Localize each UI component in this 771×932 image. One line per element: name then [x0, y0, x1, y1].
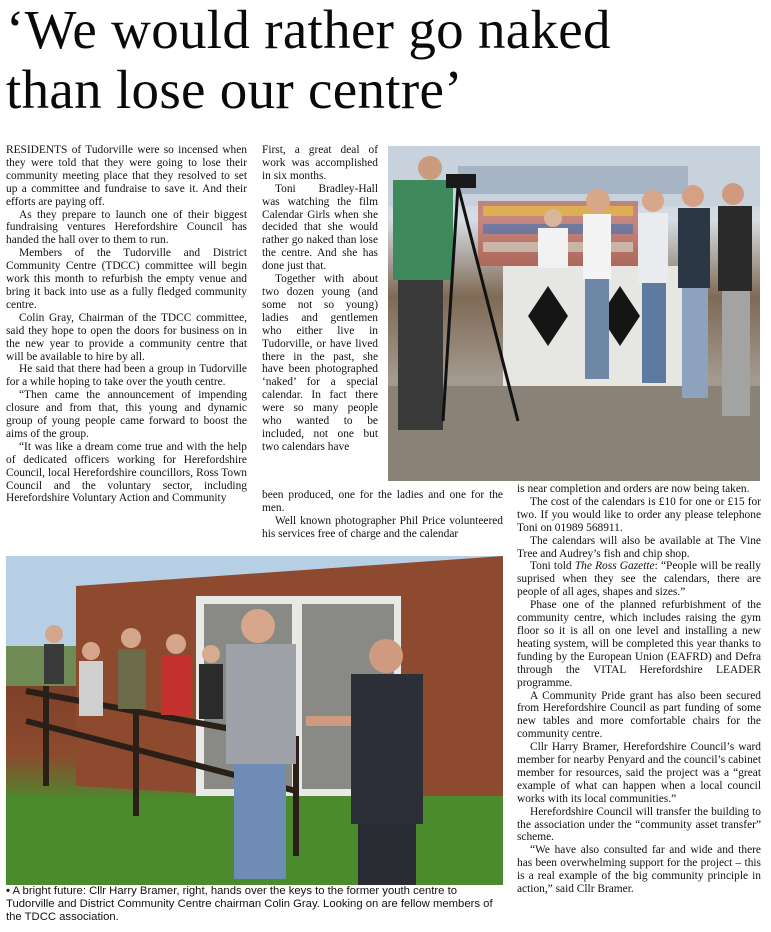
photo-key-handover-illustration: [6, 556, 503, 885]
caption-text: A bright future: Cllr Harry Bramer, right, hands over the keys to the former youth centre to Tudorville and District Community Centre chairman Colin Gray. Looking on are fellow members of the TDCC association.: [6, 885, 493, 924]
article-column-1: [6, 144, 247, 505]
article-column-2-continued: [262, 489, 503, 541]
photo-chip-shop-shoot: [388, 146, 760, 481]
paragraph: First, a great deal of work was accomplished in six months.: [262, 144, 378, 182]
paragraph: is near completion and orders are now being taken.: [517, 483, 750, 495]
text-run: Toni told: [530, 560, 575, 573]
photo-key-handover: [6, 556, 503, 885]
caption-bullet: •: [6, 885, 10, 897]
paragraph: [517, 560, 761, 599]
headline-line-1: ‘We would rather go naked: [6, 0, 611, 60]
article-column-2: [262, 144, 378, 454]
photo-chip-shop-illustration: [388, 146, 760, 481]
headline: [6, 0, 766, 120]
headline-line-2: than lose our centre’: [6, 59, 463, 120]
paragraph: RESIDENTS of Tudorville were so incensed when they were told that they were going to lose their community meeting place that they resolved to set up a committee and fundraise to save it. And their efforts are paying off.: [6, 144, 247, 208]
paragraph: Herefordshire Council will transfer the building to the association under the “community asset transfer” scheme.: [517, 805, 761, 844]
paragraph: been produced, one for the ladies and one for the men.: [262, 489, 503, 514]
paragraph: Well known photographer Phil Price volunteered his services free of charge and the calendar: [262, 514, 503, 540]
paragraph: As they prepare to launch one of their biggest fundraising ventures Herefordshire Council has handed the hall over to them to run.: [6, 208, 247, 247]
paragraph: “It was like a dream come true and with the help of dedicated officers working for Herefordshire Council, local Herefordshire councillors, Ross Town Council and the voluntary sector, including Herefordshire Voluntary Action and Community: [6, 440, 247, 505]
paragraph: “Then came the announcement of impending closure and from that, this young and dynamic group of young people came forward to boost the aims of the group.: [6, 389, 247, 440]
paragraph: Together with about two dozen young (and some not so young) ladies and gentlemen who either live in Tudorville, or have lived there in the past, she have been photographed ‘naked’ for a special calendar. In fact there were so many people who wanted to be included, not one but two calendars have: [262, 273, 378, 453]
paragraph: The cost of the calendars is £10 for one or £15 for two. If you would like to order any please telephone Toni on 01989 568911.: [517, 495, 761, 534]
paragraph: Colin Gray, Chairman of the TDCC committee, said they hope to open the doors for business on in the new year to provide a community centre that will be available to hire by all.: [6, 311, 247, 363]
text-run: : “People will be really suprised when they see the calendars, there are people of all ages, shapes and sizes.”: [517, 560, 761, 599]
paragraph: Cllr Harry Bramer, Herefordshire Council’s ward member for nearby Penyard and the council’s cabinet member for resources, said the project was a “great example of what can happen when a local council works with its local communities.”: [517, 741, 761, 805]
paragraph: Toni Bradley-Hall was watching the film Calendar Girls when she decided that she would rather go naked than lose the centre. And she has done just that.: [262, 182, 378, 273]
paragraph: The calendars will also be available at The Vine Tree and Audrey’s fish and chip shop.: [517, 534, 761, 560]
newspaper-name: The Ross Gazette: [574, 560, 655, 573]
paragraph: Members of the Tudorville and District Community Centre (TDCC) committee will begin work this month to refurbish the empty venue and bring it back into use as a fully fledged community centre.: [6, 247, 247, 311]
paragraph: A Community Pride grant has also been secured from Herefordshire Council as part funding of some new tables and more comfortable chairs for the community centre.: [517, 689, 761, 741]
photo-caption: [6, 885, 504, 925]
paragraph: Phase one of the planned refurbishment of the community centre, which includes raising the gym floor so it is all on one level and installing a new heating system, will be completed this year thanks to funding by the European Union (EAFRD) and Defra through the VITAL Herefordshire LEADER programme.: [517, 599, 761, 689]
paragraph: “We have also consulted far and wide and there has been overwhelming support for the project – this is a real example of the big community principle in action,” said Cllr Bramer.: [517, 844, 761, 896]
paragraph: He said that there had been a group in Tudorville for a while hoping to take over the youth centre.: [6, 363, 247, 389]
article-column-3: [517, 483, 761, 896]
